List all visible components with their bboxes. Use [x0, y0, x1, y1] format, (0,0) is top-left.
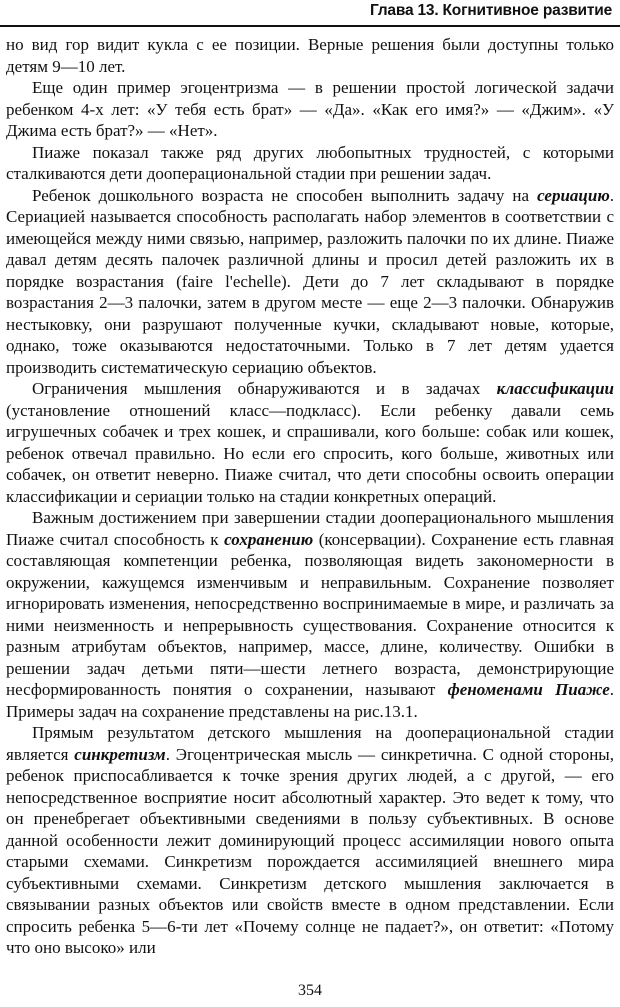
- paragraph-text: . Сериацией называется способность располагать набор элементов в соответствии с имеющейся между ними связью, например, разложить палочки по их длине. Пиаже давал детям десять палочек различной длины и просил детей разложить их в порядке возрастания (faire l'echelle). Дети до 7 лет складывают в порядке возрастания 2—3 палочки, затем в другом месте — еще 2—3 палочки. Обнаружив нестыковку, они разрушают полученные кучки, складывают новые, которые, однако, тоже оказываются недостаточными. Только в 7 лет детям удается производить систематическую сериацию объектов.: [6, 185, 614, 377]
- page-number: 354: [298, 982, 322, 999]
- paragraph-syncretism: [6, 722, 614, 959]
- paragraph-text: . Примеры задач на сохранение представлены на рис.13.1.: [6, 680, 615, 721]
- header-rule: [0, 25, 620, 27]
- paragraph-seriation: [6, 185, 614, 379]
- paragraph-egocentrism-example: [6, 77, 614, 142]
- paragraph-text: Пиаже показал также ряд других любопытных трудностей, с которыми сталкиваются дети дооперациональной стадии при решении задач.: [6, 142, 614, 183]
- running-header: [0, 0, 620, 26]
- paragraph-difficulties: [6, 142, 614, 185]
- paragraph-text: (консервации). Сохранение есть главная составляющая компетенции ребенка, позволяющая видеть закономерности в окружении, кажущемся изменчивым и неправильным. Сохранение позволяет игнорировать изменения, непосредственно воспринимаемые в мире, и различать за ними неизменность и непрерывность существования. Сохранение относится к разным атрибутам объектов, например, массе, длине, количеству. Ошибки в решении задач детьми пяти—шести летнего возраста, демонстрирующие несформированность понятия о сохранении, называют: [6, 529, 614, 699]
- paragraph-text: Ребенок дошкольного возраста не способен выполнить задачу на: [32, 185, 538, 205]
- term-syncretism: синкретизм: [74, 744, 166, 764]
- paragraph-text: . Эгоцентрическая мысль — синкретична. С одной стороны, ребенок приспосабливается к точке зрения других людей, а с другой, — его непосредственное восприятие носит абсолютный характер. Это ведет к тому, что он пренебрегает объективными сведениями в пользу субъективных. В основе данной особенности лежит доминирующий процесс ассимиляции нового опыта старыми схемами. Синкретизм порождается ассимиляцией внешнего мира субъективными схемами. Синкретизм детского мышления заключается в связывании разных объектов или свойств вместе в одном представлении. Если спросить ребенка 5—6-ти лет «Почему солнце не падает?», он ответит: «Потому что оно высоко» или: [6, 744, 614, 957]
- paragraph-text: Прямым результатом детского мышления на дооперациональной стадии является: [6, 723, 614, 764]
- paragraph-classification: [6, 378, 614, 507]
- paragraph-conservation: [6, 507, 614, 722]
- paragraph-text: Еще один пример эгоцентризма — в решении простой логической задачи ребенком 4-х лет: «У тебя есть брат» — «Да». «Как его имя?» — «Джим». «У Джима есть брат?» — «Нет».: [6, 78, 614, 140]
- paragraph-text: Важным достижением при завершении стадии дооперационального мышления Пиаже считал способность к: [6, 508, 614, 549]
- paragraph-continuation: [6, 34, 614, 77]
- paragraph-text: (установление отношений класс—подкласс). Если ребенку давали семь игрушечных собачек и трех кошек, и спрашивали, кого больше: собак или кошек, ребенок отвечал правильно. Но если его спросить, кого больше, животных или собачек, он ответит неверно. Пиаже считал, что дети способны освоить операции классификации и сериации только на стадии конкретных операций.: [6, 400, 614, 506]
- paragraph-text: Ограничения мышления обнаруживаются и в задачах: [32, 379, 497, 398]
- chapter-title: Глава 13. Когнитивное развитие: [369, 2, 612, 19]
- paragraph-text: но вид гор видит кукла с ее позиции. Верные решения были доступны только детям 9—10 лет.: [6, 35, 614, 76]
- term-piaget-phenomena: феноменами Пиаже: [447, 680, 610, 699]
- term-conservation: сохранению: [224, 529, 314, 549]
- term-classification: классификации: [496, 379, 614, 398]
- term-seriation: сериацию: [537, 185, 610, 205]
- page-body: [6, 34, 614, 959]
